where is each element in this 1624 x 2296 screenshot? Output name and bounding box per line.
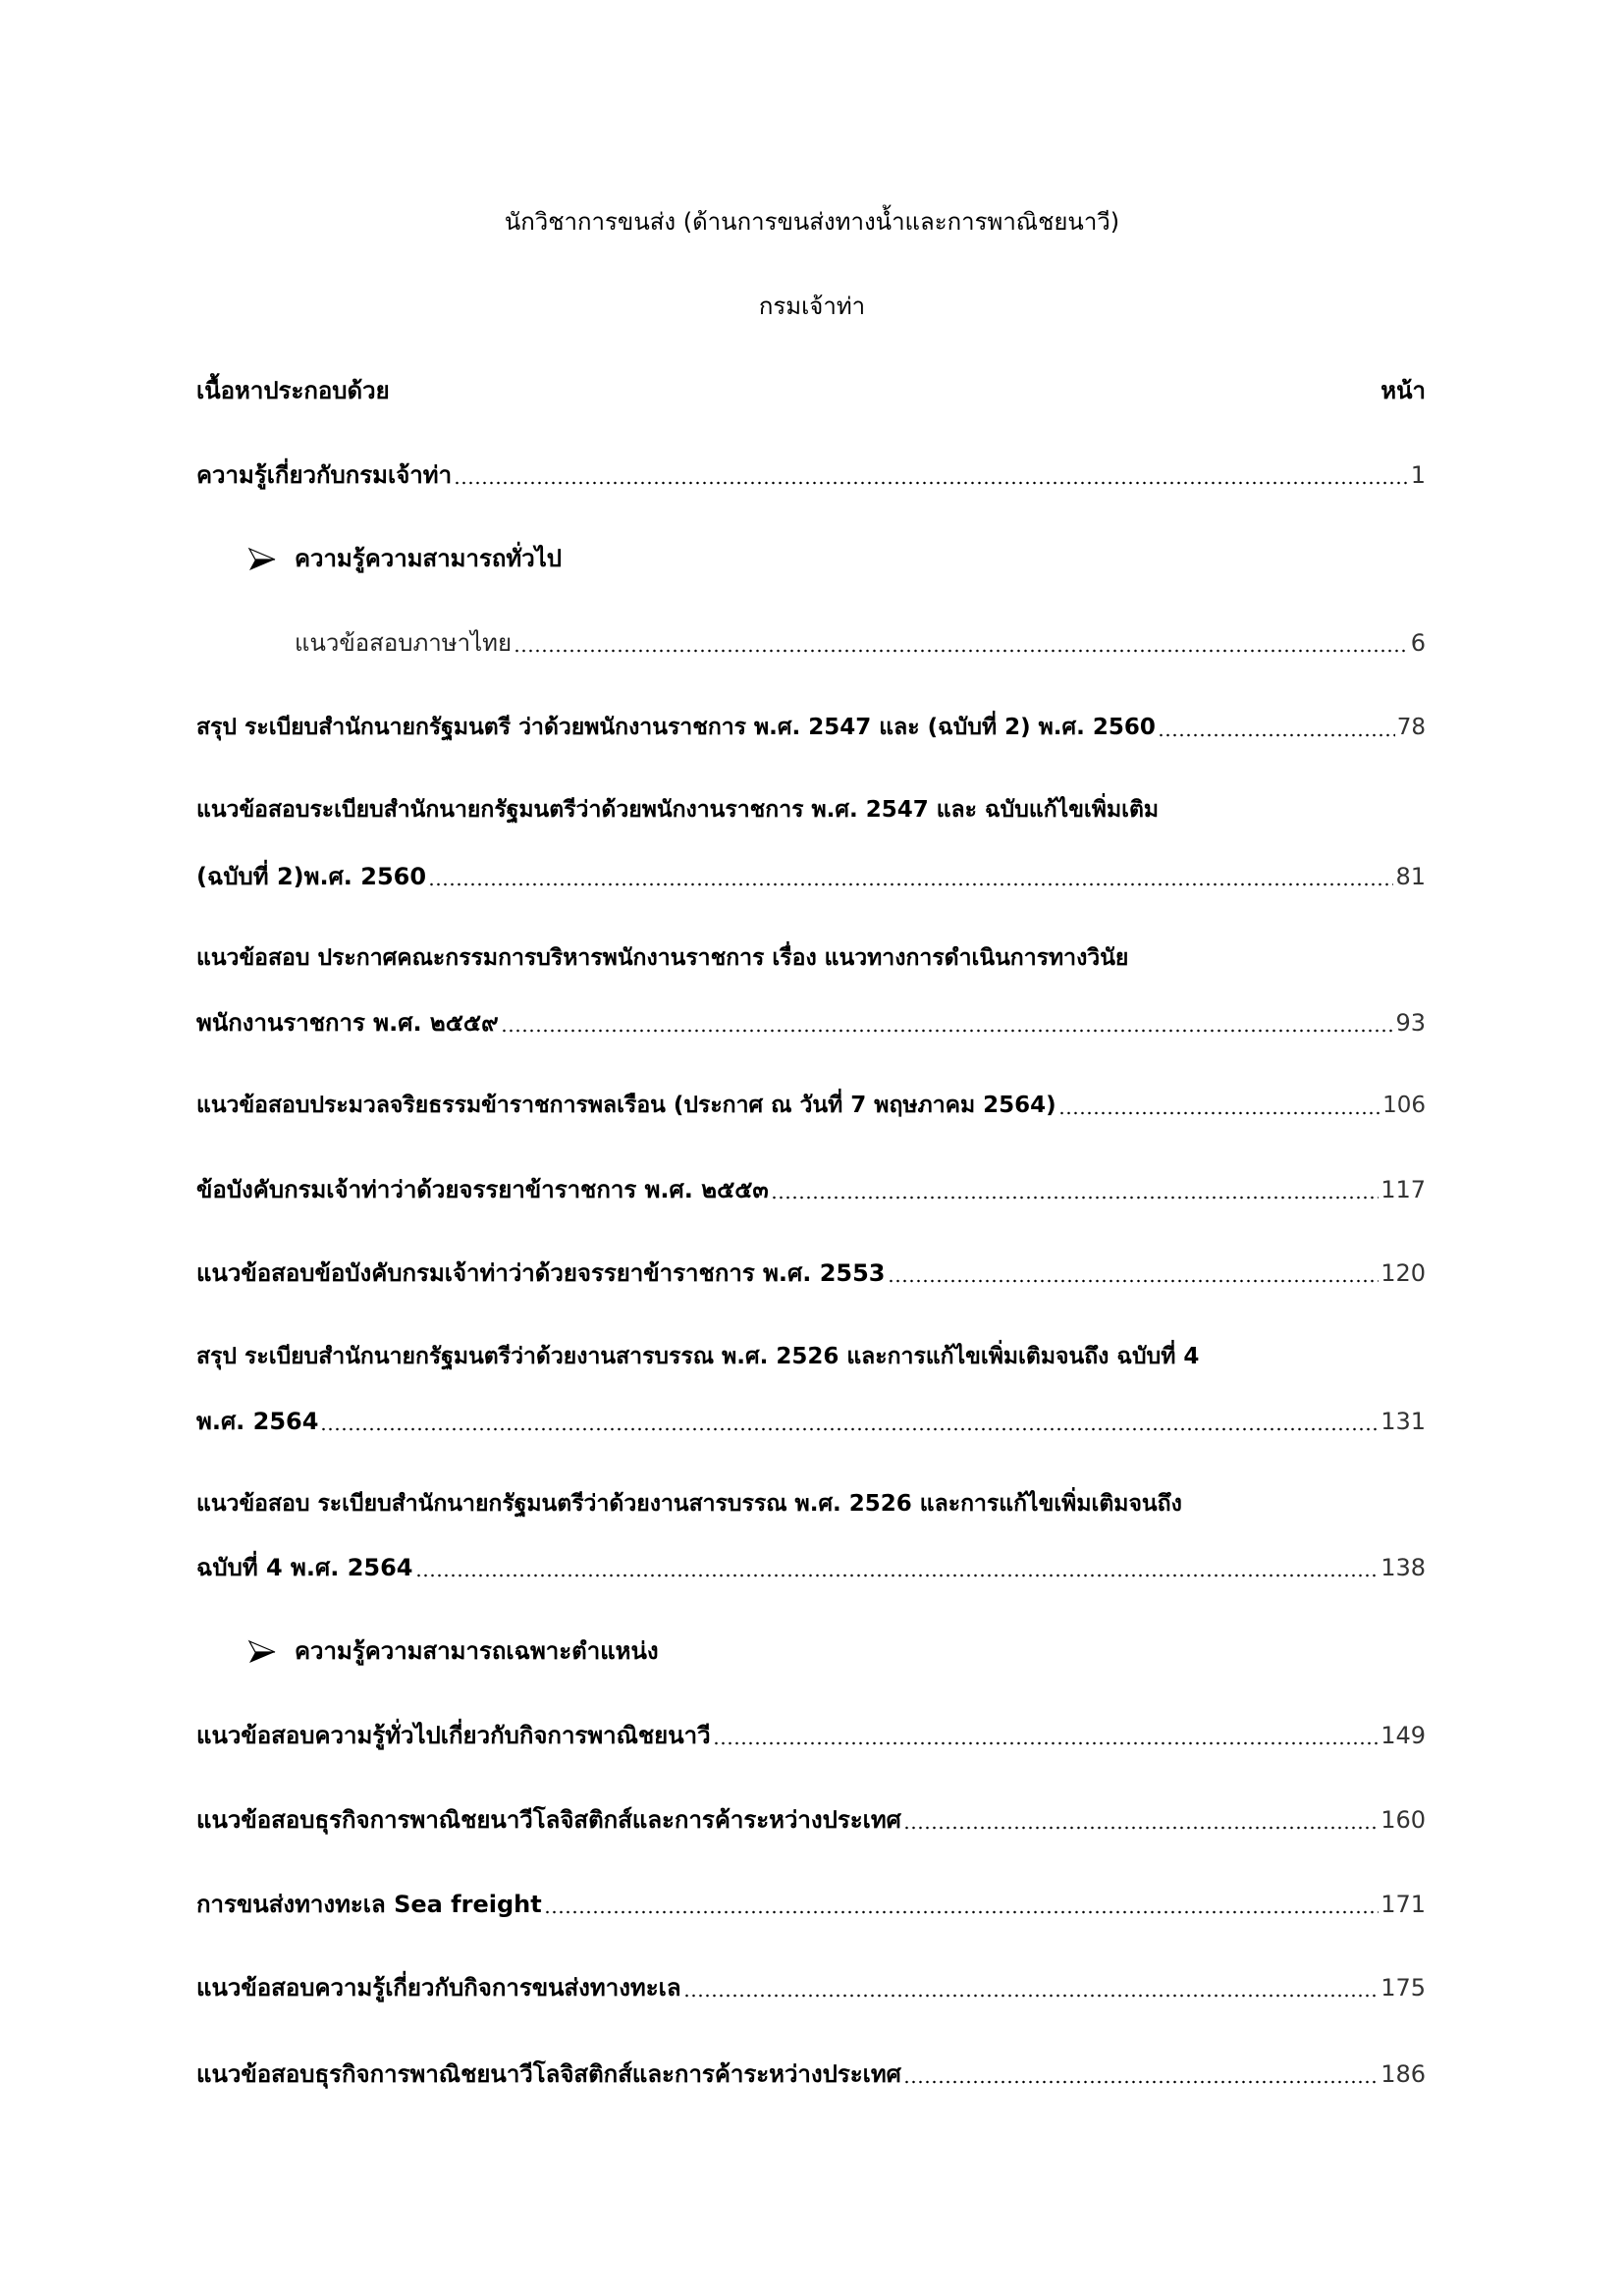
toc-page-number: 117	[1380, 1176, 1426, 1203]
toc-page-number: 175	[1380, 1974, 1426, 2002]
toc-entry-text: พนักงานราชการ พ.ศ. ๒๕๕๙	[196, 1009, 499, 1037]
dot-leader	[544, 1910, 1379, 1914]
toc-entry-e2-line1[interactable]	[196, 790, 1426, 829]
toc-page-number: 106	[1382, 1093, 1426, 1118]
dot-leader	[501, 1029, 1394, 1033]
document-title-row	[0, 202, 1624, 241]
toc-page-number: 93	[1395, 1009, 1426, 1037]
document-title: นักวิชาการขนส่ง (ด้านการขนส่งทางน้ำและการพาณิชยนาวี)	[504, 208, 1120, 236]
dot-leader	[903, 1826, 1379, 1830]
section-heading-specific	[247, 1631, 1426, 1671]
toc-entry-intro[interactable]	[196, 455, 1426, 495]
toc-entry-e10[interactable]	[196, 1800, 1426, 1840]
dot-leader	[713, 1741, 1380, 1745]
toc-entry-text: แนวข้อสอบข้อบังคับกรมเจ้าท่าว่าด้วยจรรยาข้าราชการ พ.ศ. 2553	[196, 1259, 886, 1287]
toc-header	[196, 371, 1426, 410]
dot-leader	[771, 1196, 1379, 1200]
toc-page-number: 149	[1380, 1722, 1426, 1749]
toc-entry-text: แนวข้อสอบธุรกิจการพาณิชยนาวีโลจิสติกส์และการค้าระหว่างประเทศ	[196, 1806, 901, 1834]
toc-entry-text: ความรู้เกี่ยวกับกรมเจ้าท่า	[196, 461, 453, 489]
dot-leader	[1058, 1111, 1380, 1115]
toc-entry-text: (ฉบับที่ 2)พ.ศ. 2560	[196, 863, 427, 890]
toc-entry-text: สรุป ระเบียบสำนักนายกรัฐมนตรีว่าด้วยงานสารบรรณ พ.ศ. 2526 และการแก้ไขเพิ่มเติมจนถึง ฉบับที่ 4	[196, 1344, 1200, 1369]
section-heading-general	[247, 539, 1426, 578]
toc-entry-e8-line1[interactable]	[196, 1484, 1426, 1523]
page-heading: หน้า	[1380, 377, 1426, 404]
toc-entry-text: การขนส่งทางทะเล Sea freight	[196, 1891, 542, 1918]
toc-entry-e3-line2[interactable]	[196, 1003, 1426, 1042]
toc-entry-e8-line2[interactable]	[196, 1548, 1426, 1587]
toc-entry-text: แนวข้อสอบระเบียบสำนักนายกรัฐมนตรีว่าด้วยพนักงานราชการ พ.ศ. 2547 และ ฉบับแก้ไขเพิ่มเติม	[196, 797, 1160, 823]
toc-page-number: 78	[1396, 715, 1426, 740]
toc-entry-e3-line1[interactable]	[196, 938, 1426, 978]
contents-heading: เนื้อหาประกอบด้วย	[196, 377, 390, 404]
toc-entry-e2-line2[interactable]	[196, 857, 1426, 896]
toc-page-number: 160	[1380, 1806, 1426, 1834]
dot-leader	[1158, 733, 1395, 737]
document-subtitle-row	[0, 287, 1624, 326]
toc-page-number: 131	[1380, 1408, 1426, 1435]
dot-leader	[683, 1994, 1380, 1998]
toc-page-number: 120	[1380, 1259, 1426, 1287]
toc-entry-text: แนวข้อสอบธุรกิจการพาณิชยนาวีโลจิสติกส์และการค้าระหว่างประเทศ	[196, 2060, 901, 2088]
toc-entry-e7-line1[interactable]	[196, 1337, 1426, 1376]
section-heading-text: ความรู้ความสามารถเฉพาะตำแหน่ง	[295, 1637, 659, 1665]
section-heading-text: ความรู้ความสามารถทั่วไป	[295, 545, 562, 572]
dot-leader	[903, 2080, 1379, 2084]
arrow-bullet-icon	[247, 1639, 277, 1665]
toc-entry-text: แนวข้อสอบประมวลจริยธรรมข้าราชการพลเรือน (ประกาศ ณ วันที่ 7 พฤษภาคม 2564)	[196, 1093, 1056, 1118]
toc-page-number: 6	[1410, 629, 1426, 657]
toc-entry-e13[interactable]	[196, 2055, 1426, 2094]
dot-leader	[428, 882, 1393, 886]
toc-entry-text: แนวข้อสอบภาษาไทย	[295, 629, 513, 657]
toc-entry-e11[interactable]	[196, 1885, 1426, 1924]
toc-entry-e5[interactable]	[196, 1170, 1426, 1209]
toc-entry-e6[interactable]	[196, 1254, 1426, 1293]
toc-entry-e7-line2[interactable]	[196, 1402, 1426, 1441]
toc-entry-e9[interactable]	[196, 1716, 1426, 1755]
toc-entry-text: ฉบับที่ 4 พ.ศ. 2564	[196, 1554, 413, 1581]
toc-entry-e4[interactable]	[196, 1086, 1426, 1125]
toc-entry-text: แนวข้อสอบความรู้เกี่ยวกับกิจการขนส่งทางทะเล	[196, 1974, 681, 2002]
dot-leader	[415, 1574, 1380, 1577]
toc-entry-text: แนวข้อสอบความรู้ทั่วไปเกี่ยวกับกิจการพาณิชยนาวี	[196, 1722, 711, 1749]
toc-page-number: 138	[1380, 1554, 1426, 1581]
dot-leader	[454, 481, 1409, 485]
toc-entry-text: แนวข้อสอบ ระเบียบสำนักนายกรัฐมนตรีว่าด้วยงานสารบรรณ พ.ศ. 2526 และการแก้ไขเพิ่มเติมจนถึง	[196, 1491, 1182, 1517]
dot-leader	[888, 1279, 1380, 1283]
toc-entry-text: แนวข้อสอบ ประกาศคณะกรรมการบริหารพนักงานราชการ เรื่อง แนวทางการดำเนินการทางวินัย	[196, 945, 1129, 971]
arrow-bullet-icon	[247, 547, 277, 572]
dot-leader	[514, 649, 1409, 653]
toc-entry-e12[interactable]	[196, 1968, 1426, 2007]
toc-page-number: 171	[1380, 1891, 1426, 1918]
toc-page-number: 81	[1395, 863, 1426, 890]
dot-leader	[320, 1427, 1379, 1431]
toc-entry-thai[interactable]	[295, 623, 1426, 663]
toc-entry-e1[interactable]	[196, 708, 1426, 747]
document-subtitle: กรมเจ้าท่า	[758, 293, 866, 320]
toc-entry-text: ข้อบังคับกรมเจ้าท่าว่าด้วยจรรยาข้าราชการ พ.ศ. ๒๕๕๓	[196, 1176, 769, 1203]
toc-page-number: 186	[1380, 2060, 1426, 2088]
toc-entry-text: สรุป ระเบียบสำนักนายกรัฐมนตรี ว่าด้วยพนักงานราชการ พ.ศ. 2547 และ (ฉบับที่ 2) พ.ศ. 2560	[196, 715, 1156, 740]
toc-entry-text: พ.ศ. 2564	[196, 1408, 319, 1435]
toc-page-number: 1	[1410, 461, 1426, 489]
